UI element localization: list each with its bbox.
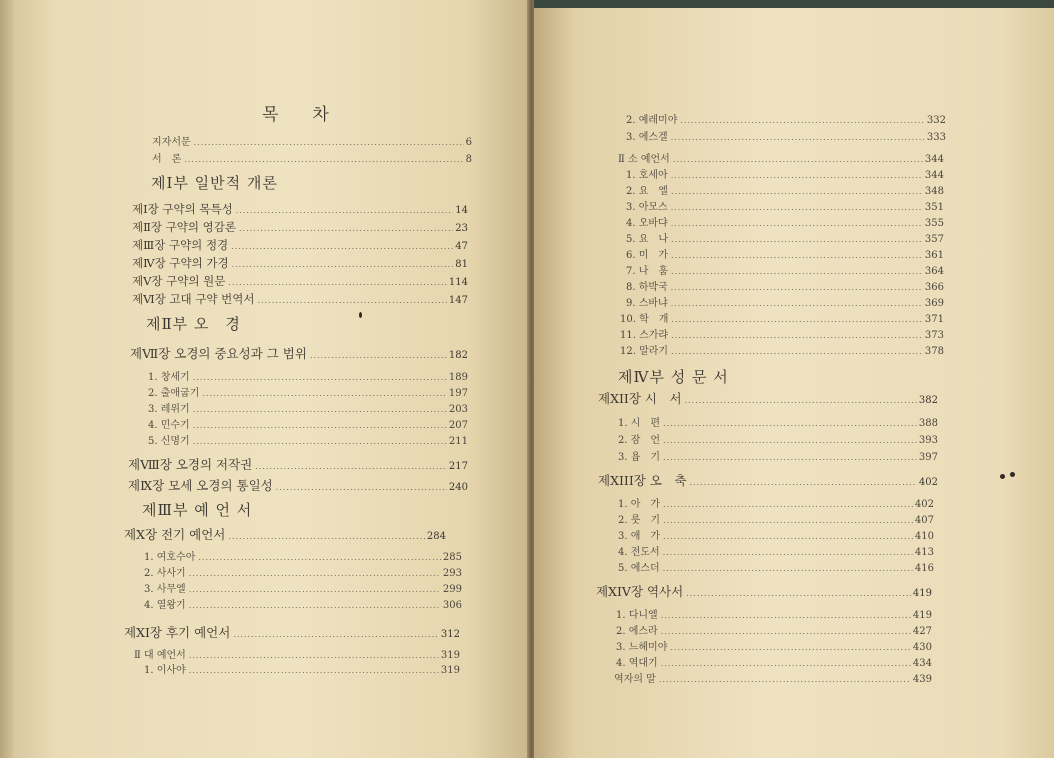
toc-entry-label: 5. 신명기 <box>148 436 190 447</box>
page-number: 203 <box>448 404 468 415</box>
page-number: 393 <box>918 435 938 446</box>
page-number: 344 <box>924 154 944 165</box>
leader-dots <box>671 315 923 324</box>
toc-entry-book <box>620 310 944 325</box>
leader-dots <box>663 532 913 541</box>
toc-entry-book <box>620 326 944 341</box>
toc-entry-label: 제Ⅱ장 구약의 영감론 <box>132 220 236 234</box>
leader-dots <box>663 436 917 445</box>
toc-entry-label: 2. 요 엘 <box>626 186 669 197</box>
page-number: 348 <box>924 186 944 197</box>
page-number: 419 <box>912 588 932 599</box>
toc-entry-label: 제XIII장 오 축 <box>598 473 687 488</box>
page-number: 419 <box>912 610 932 621</box>
leader-dots <box>233 630 439 639</box>
toc-entry-label: 제XI장 후기 예언서 <box>124 625 231 640</box>
toc-entry-book <box>626 230 944 245</box>
page-number: 361 <box>924 250 944 261</box>
toc-entry-label: 제Ⅲ장 구약의 정경 <box>132 238 229 252</box>
ink-speck <box>359 312 362 318</box>
leader-dots <box>671 187 923 196</box>
page-number: 397 <box>918 452 938 463</box>
toc-entry-label: 8. 하박국 <box>626 282 668 293</box>
leader-dots <box>193 437 447 446</box>
toc-entry-label: 3. 아모스 <box>626 202 668 213</box>
toc-entry-chapter <box>132 255 468 270</box>
leader-dots <box>663 453 917 462</box>
toc-entry-book <box>618 431 938 446</box>
toc-entry-label: 제Ⅷ장 오경의 저작권 <box>128 457 253 472</box>
toc-entry-preface <box>152 133 472 148</box>
toc-entry-label: 제Ⅳ장 구약의 가경 <box>132 256 229 270</box>
leader-dots <box>671 267 923 276</box>
leader-dots <box>189 666 439 675</box>
toc-entry-label: 4. 열왕기 <box>144 600 186 611</box>
page-number: 344 <box>924 170 944 181</box>
leader-dots <box>236 206 454 215</box>
leader-dots <box>202 389 447 398</box>
toc-entry-book <box>148 384 468 399</box>
toc-entry-chapter <box>132 219 468 234</box>
leader-dots <box>310 351 447 360</box>
page-number: 355 <box>924 218 944 229</box>
toc-entry-book <box>618 495 934 510</box>
toc-entry-book <box>144 580 462 595</box>
toc-entry-label: 1. 호세아 <box>626 170 668 181</box>
toc-entry-book <box>144 548 462 563</box>
page-number: 197 <box>448 388 468 399</box>
toc-entry-book <box>626 111 946 126</box>
leader-dots <box>671 331 923 340</box>
page-number: 364 <box>924 266 944 277</box>
page-number: 357 <box>924 234 944 245</box>
toc-entry-book <box>148 416 468 431</box>
toc-entry-label: 3. 사무엘 <box>144 584 186 595</box>
page-number: 306 <box>442 600 462 611</box>
leader-dots <box>239 224 453 233</box>
page-number: 312 <box>440 629 460 640</box>
leader-dots <box>659 675 911 684</box>
toc-entry-label: 제XIV장 역사서 <box>596 584 684 599</box>
toc-entry-label: 4. 오바댜 <box>626 218 668 229</box>
leader-dots <box>686 589 911 598</box>
leader-dots <box>663 419 917 428</box>
toc-entry-book <box>618 414 938 429</box>
toc-entry-book <box>616 606 932 621</box>
toc-entry-chapter <box>130 344 468 359</box>
toc-entry-chapter <box>124 525 446 540</box>
toc-entry-label: 3. 느헤미야 <box>616 642 668 653</box>
page-number: 366 <box>924 282 944 293</box>
toc-entry-book <box>148 400 468 415</box>
toc-entry-label: 9. 스바냐 <box>626 298 668 309</box>
page-number: 14 <box>455 205 468 216</box>
part-heading: 제Ⅳ부 성 문 서 <box>618 368 729 386</box>
page-number: 439 <box>912 674 932 685</box>
page-number: 240 <box>448 482 468 493</box>
leader-dots <box>189 601 441 610</box>
toc-entry-label: 7. 나 훔 <box>626 266 669 277</box>
page-number: 373 <box>924 330 944 341</box>
page-number: 413 <box>914 547 934 558</box>
toc-entry-label: 3. 욥 기 <box>618 452 661 463</box>
leader-dots <box>198 553 441 562</box>
toc-entry-chapter <box>132 273 468 288</box>
page-number: 388 <box>918 418 938 429</box>
leader-dots <box>671 133 925 142</box>
leader-dots <box>189 585 441 594</box>
toc-entry-label: 2. 잠 언 <box>618 435 661 446</box>
leader-dots <box>685 396 917 405</box>
toc-entry-chapter <box>132 237 468 252</box>
toc-entry-label: 10. 학 개 <box>620 314 669 325</box>
leader-dots <box>671 283 923 292</box>
toc-entry-label: 서 론 <box>152 154 182 165</box>
toc-entry-label: 제Ⅵ장 고대 구약 번역서 <box>132 292 255 306</box>
page-number: 6 <box>465 137 472 148</box>
leader-dots <box>228 278 447 287</box>
leader-dots <box>671 299 923 308</box>
toc-entry-label: 4. 민수기 <box>148 420 190 431</box>
leader-dots <box>232 260 454 269</box>
toc-entry-label: 2. 사사기 <box>144 568 186 579</box>
toc-entry-label: 1. 다니엘 <box>616 610 658 621</box>
leader-dots <box>193 373 447 382</box>
toc-entry-book <box>618 511 934 526</box>
toc-entry-label: 1. 아 가 <box>618 499 661 510</box>
toc-entry-label: 제Ⅰ장 구약의 목특성 <box>132 202 233 216</box>
leader-dots <box>661 659 911 668</box>
toc-entry-chapter <box>596 582 932 597</box>
leader-dots <box>661 627 911 636</box>
leader-dots <box>663 564 913 573</box>
toc-entry-label: 12. 말라기 <box>620 346 669 357</box>
toc-entry-label: 3. 레위기 <box>148 404 190 415</box>
toc-entry-label: 4. 전도서 <box>618 547 660 558</box>
leader-dots <box>680 116 925 125</box>
page-number: 369 <box>924 298 944 309</box>
toc-entry-book <box>626 262 944 277</box>
toc-entry-book <box>626 166 944 181</box>
toc-entry-book <box>626 294 944 309</box>
page-number: 47 <box>455 241 468 252</box>
leader-dots <box>671 347 923 356</box>
toc-entry-label: 제XII장 시 서 <box>598 391 682 406</box>
book-edge <box>0 0 14 758</box>
page-number: 351 <box>924 202 944 213</box>
toc-entry-label: 3. 에스겔 <box>626 132 668 143</box>
toc-entry-book <box>626 128 946 143</box>
toc-entry-label: 제Ⅶ장 오경의 중요성과 그 범위 <box>130 346 307 361</box>
toc-entry-book <box>626 198 944 213</box>
page-number: 285 <box>442 552 462 563</box>
leader-dots <box>671 235 923 244</box>
leader-dots <box>671 203 923 212</box>
toc-entry-book <box>618 527 934 542</box>
toc-entry-book <box>618 448 938 463</box>
toc-entry-book <box>620 342 944 357</box>
toc-entry-label: 5. 에스더 <box>618 563 660 574</box>
right-page <box>534 0 1054 758</box>
toc-entry-label: 6. 미 가 <box>626 250 669 261</box>
leader-dots <box>663 516 913 525</box>
page-number: 333 <box>926 132 946 143</box>
leader-dots <box>193 421 447 430</box>
toc-entry-label: 2. 에스라 <box>616 626 658 637</box>
toc-entry-label: 3. 애 가 <box>618 531 661 542</box>
page-number: 114 <box>448 277 468 288</box>
leader-dots <box>193 405 447 414</box>
toc-title: 목 차 <box>262 105 329 125</box>
page-number: 402 <box>918 477 938 488</box>
page-number: 434 <box>912 658 932 669</box>
toc-entry-book <box>616 654 932 669</box>
page-number: 430 <box>912 642 932 653</box>
toc-entry-book <box>626 214 944 229</box>
toc-entry-book <box>616 638 932 653</box>
leader-dots <box>671 251 923 260</box>
toc-entry-book <box>626 246 944 261</box>
leader-dots <box>663 500 913 509</box>
page-number: 371 <box>924 314 944 325</box>
page-number: 402 <box>914 499 934 510</box>
leader-dots <box>276 483 447 492</box>
page-number: 81 <box>455 259 468 270</box>
toc-entry-chapter <box>128 476 468 491</box>
toc-entry-book <box>144 661 460 676</box>
toc-entry-label: 11. 스가랴 <box>620 330 669 341</box>
toc-entry-chapter <box>124 623 460 638</box>
toc-entry-chapter <box>132 291 468 306</box>
page-number: 211 <box>448 436 468 447</box>
page-number: 319 <box>440 650 460 661</box>
toc-entry-label: 역자의 말 <box>614 674 656 685</box>
part-heading: 제Ⅱ부 오 경 <box>146 315 241 333</box>
toc-entry-book <box>616 622 932 637</box>
toc-entry-section <box>134 646 460 661</box>
toc-entry-chapter <box>598 471 938 486</box>
page-number: 319 <box>440 665 460 676</box>
toc-entry-chapter <box>598 389 938 404</box>
page-number: 182 <box>448 350 468 361</box>
toc-entry-label: 1. 시 편 <box>618 418 661 429</box>
toc-entry-chapter <box>128 455 468 470</box>
ink-speck <box>1010 472 1015 477</box>
toc-entry-label: 지자서문 <box>152 137 191 148</box>
leader-dots <box>255 462 447 471</box>
leader-dots <box>189 569 441 578</box>
page-number: 284 <box>426 531 446 542</box>
page-number: 378 <box>924 346 944 357</box>
leader-dots <box>194 138 464 147</box>
toc-entry-section <box>618 150 944 165</box>
page-number: 23 <box>455 223 468 234</box>
part-heading: 제Ⅰ부 일반적 개론 <box>151 174 278 192</box>
toc-entry-afterword <box>614 670 932 685</box>
page-number: 299 <box>442 584 462 595</box>
page-number: 416 <box>914 563 934 574</box>
page-number: 293 <box>442 568 462 579</box>
leader-dots <box>661 611 911 620</box>
toc-entry-book <box>618 543 934 558</box>
leader-dots <box>231 242 453 251</box>
left-page <box>14 0 530 758</box>
ink-speck <box>1000 474 1005 479</box>
leader-dots <box>228 532 425 541</box>
toc-entry-label: 5. 요 나 <box>626 234 669 245</box>
toc-entry-label: 1. 여호수아 <box>144 552 196 563</box>
page-number: 410 <box>914 531 934 542</box>
page-number: 332 <box>926 115 946 126</box>
page-number: 207 <box>448 420 468 431</box>
toc-entry-label: 제Ⅴ장 구약의 원문 <box>132 274 226 288</box>
toc-entry-book <box>144 564 462 579</box>
page-number: 217 <box>448 461 468 472</box>
part-heading: 제Ⅲ부 예 언 서 <box>142 501 253 519</box>
leader-dots <box>690 478 917 487</box>
toc-entry-book <box>148 368 468 383</box>
leader-dots <box>189 651 439 660</box>
leader-dots <box>663 548 913 557</box>
page-number: 147 <box>448 295 468 306</box>
page-number: 407 <box>914 515 934 526</box>
toc-entry-book <box>626 278 944 293</box>
toc-entry-label: Ⅱ 대 예언서 <box>134 650 186 661</box>
toc-entry-label: 2. 예레미야 <box>626 115 678 126</box>
leader-dots <box>671 171 923 180</box>
toc-entry-label: 1. 이사야 <box>144 665 186 676</box>
toc-entry-label: 2. 룻 기 <box>618 515 661 526</box>
toc-entry-label: 제Ⅸ장 모세 오경의 통일성 <box>128 478 273 493</box>
toc-entry-book <box>144 596 462 611</box>
toc-entry-intro <box>152 150 472 165</box>
leader-dots <box>670 643 911 652</box>
toc-entry-chapter <box>132 201 468 216</box>
page-number: 8 <box>465 154 472 165</box>
toc-entry-label: 1. 창세기 <box>148 372 190 383</box>
page-number: 427 <box>912 626 932 637</box>
toc-entry-label: 4. 역대기 <box>616 658 658 669</box>
toc-entry-label: Ⅱ 소 예언서 <box>618 154 670 165</box>
leader-dots <box>673 155 923 164</box>
leader-dots <box>184 155 463 164</box>
toc-entry-label: 제Ⅹ장 전기 예언서 <box>124 527 226 542</box>
toc-entry-book <box>148 432 468 447</box>
leader-dots <box>258 296 447 305</box>
page-number: 189 <box>448 372 468 383</box>
page-number: 382 <box>918 395 938 406</box>
leader-dots <box>671 219 923 228</box>
toc-entry-book <box>626 182 944 197</box>
toc-entry-label: 2. 출애굽기 <box>148 388 200 399</box>
toc-entry-book <box>618 559 934 574</box>
